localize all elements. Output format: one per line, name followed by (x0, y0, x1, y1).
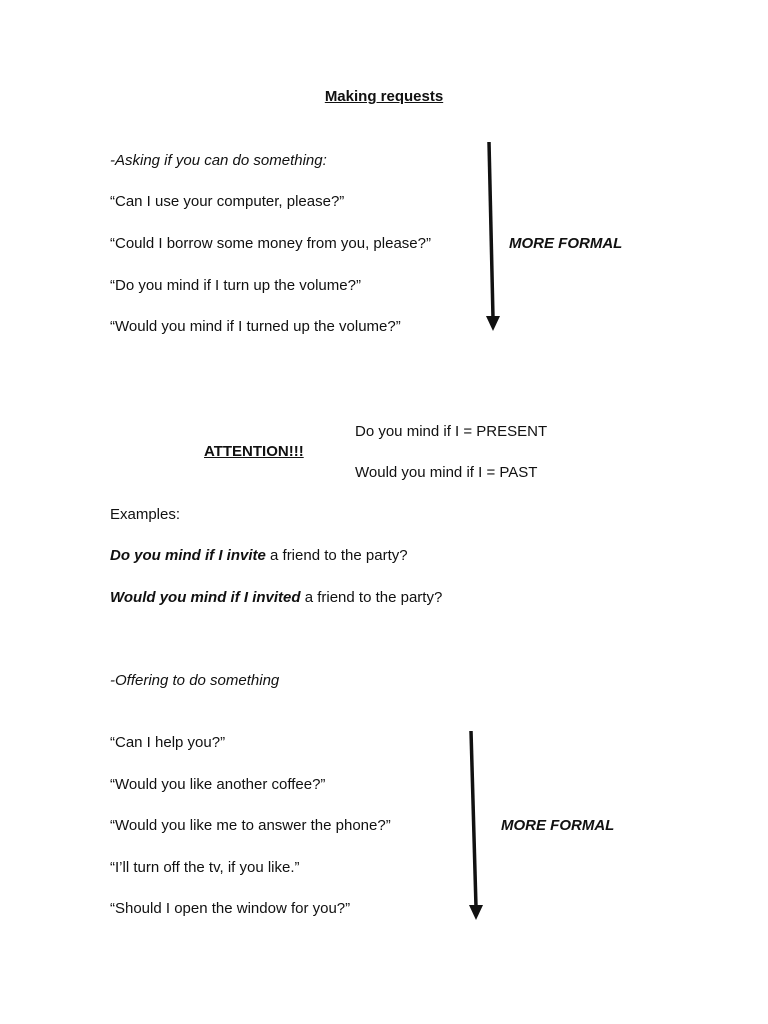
example-2-rest: a friend to the party? (300, 589, 443, 606)
formality-arrow-down-icon-2 (464, 729, 488, 923)
offer-item-1: “Can I help you?” (110, 734, 226, 751)
request-item-1: “Can I use your computer, please?” (110, 193, 345, 210)
more-formal-label-1: MORE FORMAL (509, 235, 623, 252)
request-item-3: “Do you mind if I turn up the volume?” (110, 277, 361, 294)
offer-item-4: “I’ll turn off the tv, if you like.” (110, 859, 300, 876)
formality-arrow-down-icon (481, 140, 505, 334)
rule-past: Would you mind if I = PAST (355, 464, 538, 481)
example-2 (110, 589, 442, 607)
more-formal-label-2: MORE FORMAL (501, 817, 615, 834)
attention-label: ATTENTION!!! (204, 443, 304, 460)
examples-heading: Examples: (110, 506, 181, 523)
example-1 (110, 547, 408, 565)
page-title: Making requests (324, 88, 444, 105)
request-item-2: “Could I borrow some money from you, please?” (110, 235, 431, 252)
example-2-emphasis: Would you mind if I invited (110, 589, 301, 606)
section-heading-offering: -Offering to do something (110, 672, 280, 689)
example-1-rest: a friend to the party? (265, 547, 408, 564)
offer-item-2: “Would you like another coffee?” (110, 776, 326, 793)
example-1-emphasis: Do you mind if I invite (110, 547, 266, 564)
rule-present: Do you mind if I = PRESENT (355, 423, 548, 440)
request-item-4: “Would you mind if I turned up the volume?” (110, 318, 401, 335)
section-heading-asking: -Asking if you can do something: (110, 152, 327, 169)
offer-item-5: “Should I open the window for you?” (110, 900, 351, 917)
offer-item-3: “Would you like me to answer the phone?” (110, 817, 391, 834)
